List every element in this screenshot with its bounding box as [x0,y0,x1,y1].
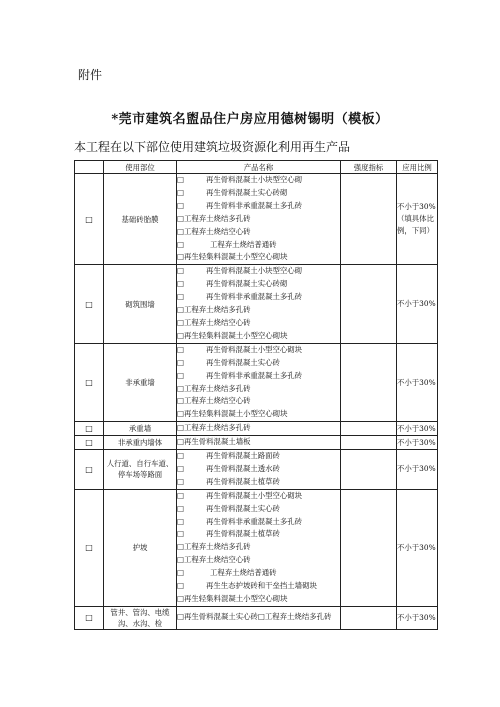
product-item [177,357,340,370]
usage-part: 护坡 [104,489,177,606]
product-checkbox[interactable]: □ [177,317,184,327]
product-checkbox[interactable]: □ [177,344,184,354]
product-checkbox[interactable]: □ [177,279,184,289]
product-item [177,580,340,593]
product-checkbox[interactable]: □ [177,305,184,315]
row-checkbox[interactable]: □ [75,450,104,490]
product-name: 工程弃土烧结空心砖 [183,555,251,565]
product-name: 工程弃土烧结多孔砖 [183,542,251,552]
product-checkbox[interactable]: □ [177,542,184,552]
strength-index[interactable] [341,436,397,450]
header-checkbox-col [75,161,104,174]
attachment-label: 附件 [78,68,103,82]
table-body [75,174,438,630]
product-item [177,395,340,408]
product-name: 工程弃土烧结空心砖 [183,226,251,236]
product-list [177,422,341,436]
usage-part: 承重墙 [104,422,177,436]
header-ratio: 应用比例 [397,161,438,174]
product-name: 工程弃土烧结普通砖 [209,239,277,249]
product-checkbox[interactable]: □ [177,213,184,223]
application-ratio: 不小于30%（填具体比例，下同） [397,174,438,265]
product-name: 再生骨料混凝土墙板 [183,437,251,447]
product-name: 再生骨料混凝土透水砖 [205,463,280,473]
strength-index[interactable] [341,489,397,606]
product-list [177,343,341,421]
product-name: 再生骨料混凝土小块型空心砌 [205,175,303,184]
strength-index[interactable] [341,343,397,421]
table-row [75,489,438,606]
product-list [177,450,341,490]
product-item [177,370,340,383]
product-name: 工程弃土烧结普通砖 [209,568,277,578]
product-list [177,436,341,450]
product-item [177,490,340,503]
header-strength: 强度指标 [341,161,397,174]
product-item [177,554,340,567]
product-name: 工程弃土烧结多孔砖 [183,423,251,433]
row-checkbox[interactable]: □ [75,422,104,436]
product-name: 再生骨料混凝土小型空心砌块 [205,344,303,354]
product-name: 再生轻集料混凝土小型空心砌块 [183,594,288,603]
header-product: 产品名称 [177,161,341,174]
product-name: 再生骨料混凝土实心砖砌 [205,279,288,289]
product-name: 再生骨料混凝土植草砖 [205,529,280,539]
table-row [75,174,438,265]
product-checkbox[interactable]: □ [177,490,184,500]
product-item [177,567,340,580]
product-item [177,611,340,624]
row-checkbox[interactable]: □ [75,606,104,629]
product-item [177,516,340,529]
product-checkbox[interactable]: □ [177,451,184,461]
product-name: 再生骨料混凝土小型空心砌块 [205,490,303,500]
product-checkbox[interactable]: □ [177,568,184,578]
row-checkbox[interactable]: □ [75,436,104,450]
application-ratio: 不小于30% [397,436,438,450]
product-checkbox[interactable]: □ [177,330,184,340]
product-item [177,593,340,606]
application-ratio: 不小于30% [397,422,438,436]
product-checkbox[interactable]: □ [177,175,184,184]
product-item [177,408,340,421]
product-name: 工程弃土烧结多孔砖 [183,305,251,315]
product-checkbox[interactable]: □ [177,396,184,406]
product-name: 再生骨料混凝土实心砖砌 [205,187,288,197]
table-row [75,422,438,436]
product-checkbox[interactable]: □ [177,200,184,210]
product-item [177,317,340,330]
usage-part: 非承重墙 [104,343,177,421]
document-title: *莞市建筑名盥品住户房应用德树锡明（模板） [111,112,389,127]
table-row [75,265,438,343]
application-ratio: 不小于30% [397,265,438,343]
application-ratio: 不小于30% [397,606,438,629]
product-name: 再生骨料非承重混凝土多孔砖 [205,292,303,302]
product-name: 再生骨料非承重混凝土多孔砖 [205,200,303,210]
product-item [177,174,340,187]
product-checkbox[interactable]: □ [177,357,184,367]
strength-index[interactable] [341,606,397,629]
product-name: 再生骨料非承重混凝土多孔砖 [205,370,303,380]
product-name: 再生骨料混凝土植草砖 [205,476,280,486]
product-name: 工程弃土烧结空心砖 [183,317,251,327]
row-checkbox[interactable]: □ [75,265,104,343]
product-item [177,503,340,516]
product-item [177,291,340,304]
product-item [177,463,340,476]
strength-index[interactable] [341,265,397,343]
product-checkbox[interactable]: □ [177,226,184,236]
product-name: 再生骨料混凝土实心砖 [205,503,280,513]
product-checkbox[interactable]: □ [177,581,184,591]
product-item [177,200,340,213]
product-checkbox[interactable]: □ [177,266,184,276]
table-row [75,343,438,421]
product-item [177,541,340,554]
product-checkbox[interactable]: □ [177,555,184,565]
document-subtitle: 本工程在以下部位使用建筑垃圾资源化利用再生产品 [74,140,351,154]
product-item [177,528,340,541]
product-item [177,239,340,252]
product-name: 再生骨料混凝土实心砖□工程弃土烧结多孔砖 [183,612,332,622]
product-name: 再生骨料混凝土实心砖 [205,357,280,367]
product-checkbox[interactable]: □ [177,529,184,539]
product-list [177,174,341,265]
product-name: 工程弃土烧结多孔砖 [183,213,251,223]
usage-part: 管井、管沟、电缆沟、水沟、检 [104,606,177,629]
product-item [177,436,340,449]
product-checkbox[interactable]: □ [177,370,184,380]
product-item [177,213,340,226]
product-name: 工程弃土烧结多孔砖 [183,383,251,393]
product-checkbox[interactable]: □ [177,437,184,447]
application-ratio: 不小于30% [397,450,438,490]
strength-index[interactable] [341,174,397,265]
product-list [177,606,341,629]
product-item [177,476,340,489]
product-name: 再生骨料非承重混凝土多孔砖 [205,516,303,526]
recycled-products-table [74,160,438,630]
product-name: 再生骨料混凝土小块型空心砌 [205,266,303,276]
product-checkbox[interactable]: □ [177,423,184,433]
product-checkbox[interactable]: □ [177,612,184,622]
product-checkbox[interactable]: □ [177,476,184,486]
product-checkbox[interactable]: □ [177,409,184,419]
application-ratio: 不小于30% [397,343,438,421]
product-name: 再生骨料混凝土路面砖 [205,451,280,461]
product-item [177,344,340,357]
product-item [177,383,340,396]
strength-index[interactable] [341,450,397,490]
product-checkbox[interactable]: □ [177,252,184,262]
product-checkbox[interactable]: □ [177,383,184,393]
product-checkbox[interactable]: □ [177,516,184,526]
application-ratio: 不小于30% [397,489,438,606]
product-checkbox[interactable]: □ [177,463,184,473]
table-header-row [75,161,438,174]
product-list [177,265,341,343]
product-list [177,489,341,606]
product-name: 再生轻集料混凝土小型空心砌块 [183,330,288,340]
strength-index[interactable] [341,422,397,436]
row-checkbox[interactable]: □ [75,343,104,421]
product-checkbox[interactable]: □ [177,292,184,302]
product-item [177,422,340,435]
usage-part: 非承重内墙体 [104,436,177,450]
product-name: 再生轻集料混凝土小型空心砌块 [183,409,288,419]
product-checkbox[interactable]: □ [177,594,184,603]
product-item [177,278,340,291]
product-item [177,265,340,278]
row-checkbox[interactable]: □ [75,489,104,606]
product-checkbox[interactable]: □ [177,503,184,513]
product-name: 再生生态护坡砖和干垒挡土墙砌块 [205,581,317,591]
table-row [75,606,438,629]
product-item [177,187,340,200]
usage-part: 基础砖胎膜 [104,174,177,265]
product-name: 工程弃土烧结空心砖 [183,396,251,406]
usage-part: 砌筑围墙 [104,265,177,343]
product-name: 再生轻集料混凝土小型空心砌块 [183,252,288,262]
product-item [177,450,340,463]
row-checkbox[interactable]: □ [75,174,104,265]
usage-part: 人行道、自行车道、停车场等路面 [104,450,177,490]
table-row [75,450,438,490]
product-item [177,226,340,239]
product-item [177,304,340,317]
product-checkbox[interactable]: □ [177,187,184,197]
table-row [75,436,438,450]
header-part: 使用部位 [104,161,177,174]
product-item [177,251,340,264]
product-checkbox[interactable]: □ [177,239,184,249]
product-item [177,330,340,343]
